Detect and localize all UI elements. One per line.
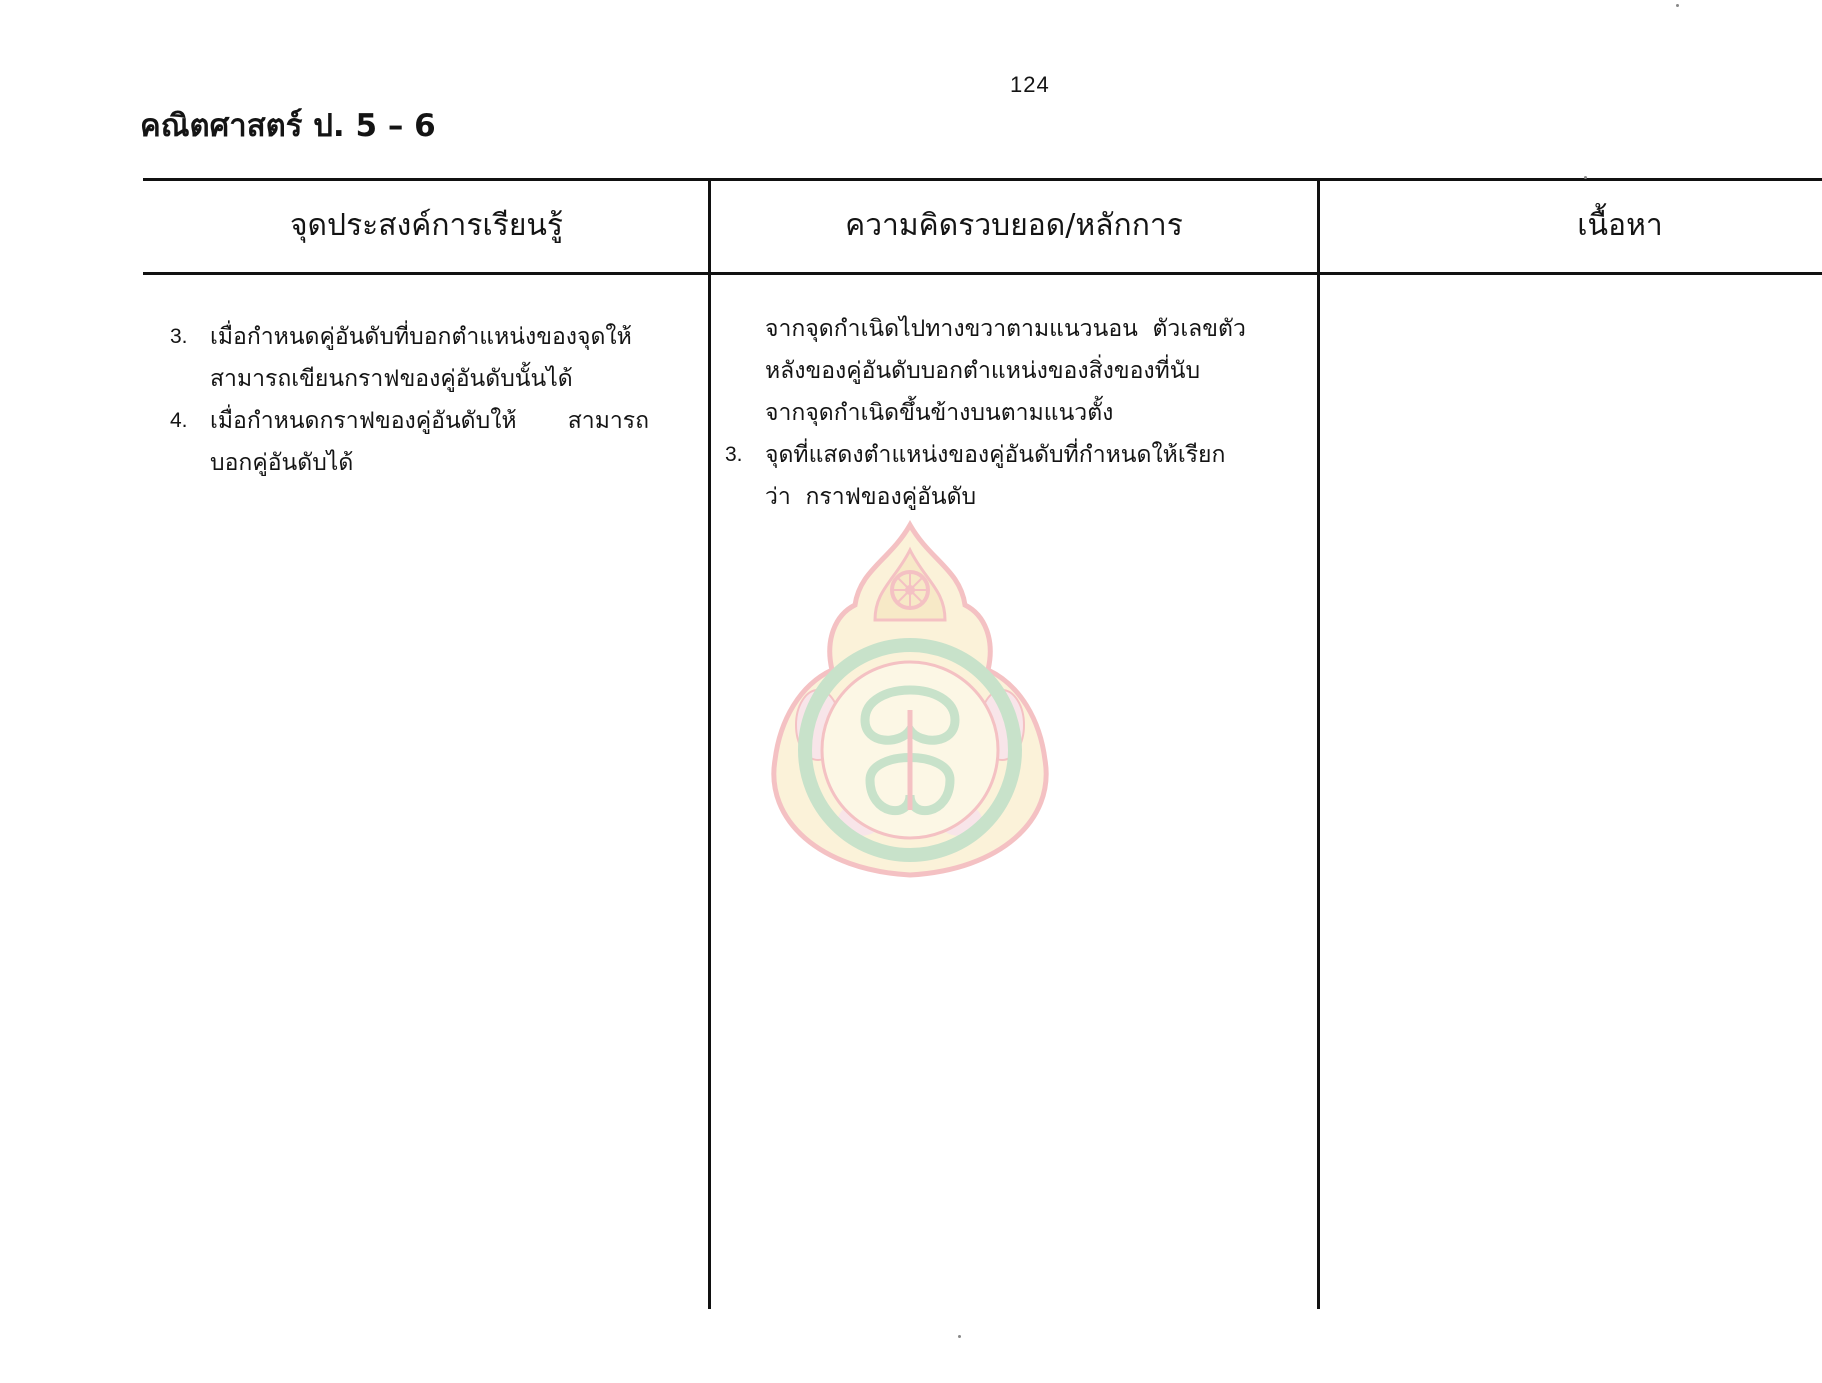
- concepts-column: [725, 308, 1295, 518]
- scan-speck: [958, 1335, 961, 1338]
- column-divider-2: [1317, 179, 1320, 1309]
- objective-line: สามารถเขียนกราฟของคู่อันดับนั้นได้: [210, 366, 573, 392]
- subject-title: คณิตศาสตร์ ป. 5 – 6: [140, 108, 436, 144]
- objective-item: [170, 400, 690, 484]
- objective-line: เมื่อกำหนดกราฟของคู่อันดับให้ สามารถ: [210, 408, 650, 434]
- objective-number: 3.: [170, 325, 188, 348]
- header-concepts: ความคิดรวบยอด/หลักการ: [845, 208, 1183, 243]
- concept-line: จากจุดกำเนิดขึ้นข้างบนตามแนวตั้ง: [765, 400, 1114, 426]
- scan-speck: [1676, 4, 1679, 7]
- objective-text: [210, 316, 690, 400]
- scan-speck: [1584, 176, 1587, 179]
- objectives-column: [170, 316, 690, 484]
- content-column: [1325, 290, 1805, 1290]
- concept-line: จุดที่แสดงตำแหน่งของคู่อันดับที่กำหนดให้เรียก: [765, 442, 1226, 468]
- column-divider-1: [708, 179, 711, 1309]
- objective-number: 4.: [170, 409, 188, 432]
- objective-item: [170, 316, 690, 400]
- objective-text: [210, 400, 690, 484]
- concept-item: [725, 434, 1295, 518]
- page-number: 124: [1010, 72, 1050, 97]
- concept-line: หลังของคู่อันดับบอกตำแหน่งของสิ่งของที่นับ: [765, 358, 1201, 384]
- concept-line: จากจุดกำเนิดไปทางขวาตามแนวนอน ตัวเลขตัว: [765, 316, 1246, 342]
- concept-number: 3.: [725, 443, 743, 466]
- objective-line: เมื่อกำหนดคู่อันดับที่บอกตำแหน่งของจุดให้: [210, 324, 632, 350]
- table-top-rule: [143, 178, 1822, 181]
- header-objectives: จุดประสงค์การเรียนรู้: [289, 208, 564, 243]
- concept-text: [765, 434, 1295, 518]
- concept-line: ว่า กราฟของคู่อันดับ: [765, 484, 977, 510]
- table-header-rule: [143, 272, 1822, 275]
- office-seal-icon: [760, 520, 1060, 880]
- header-content: เนื้อหา: [1577, 208, 1663, 243]
- objective-line: บอกคู่อันดับได้: [210, 450, 354, 476]
